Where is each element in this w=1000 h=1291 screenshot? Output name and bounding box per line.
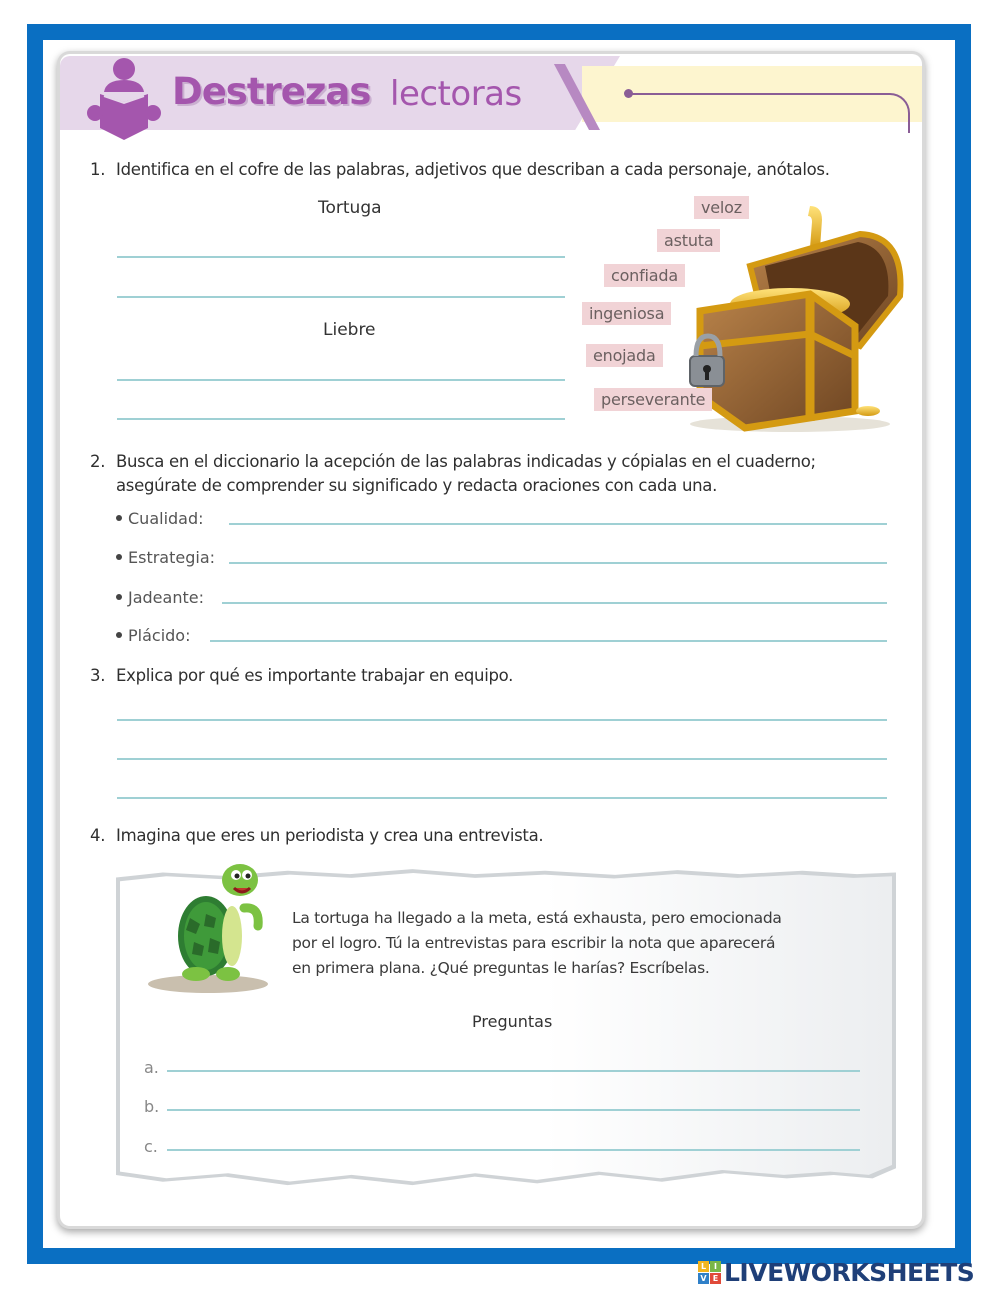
question-2-number: 2. <box>90 452 106 471</box>
bullet-cualidad <box>116 509 204 528</box>
page-title-light: lectoras <box>390 74 522 114</box>
bullet-estrategia <box>116 548 215 567</box>
team-answer-2[interactable] <box>117 738 887 760</box>
header-decorative-dot <box>624 89 633 98</box>
tortuga-answer-1[interactable] <box>117 236 565 258</box>
bullet-dot <box>116 594 122 600</box>
preguntas-title: Preguntas <box>472 1012 553 1031</box>
placido-label: Plácido: <box>128 626 191 645</box>
question-letter-a: a. <box>144 1058 159 1077</box>
liebre-answer-2[interactable] <box>117 398 565 420</box>
bullet-jadeante <box>116 588 204 607</box>
word-tag-confiada[interactable]: confiada <box>604 264 685 287</box>
cualidad-label: Cualidad: <box>128 509 204 528</box>
interview-question-c[interactable] <box>167 1129 860 1151</box>
question-4-text: Imagina que eres un periodista y crea una entrevista. <box>116 826 544 845</box>
team-answer-1[interactable] <box>117 699 887 721</box>
turtle-icon <box>146 858 276 993</box>
liveworksheets-logo[interactable] <box>698 1258 974 1286</box>
question-2-text-line1: Busca en el diccionario la acepción de las palabras indicadas y cópialas en el cuaderno; <box>116 452 816 471</box>
reader-icon <box>86 58 162 142</box>
bullet-dot <box>116 632 122 638</box>
bullet-placido <box>116 626 190 645</box>
interview-question-b[interactable] <box>167 1089 860 1111</box>
placido-field[interactable] <box>210 620 887 642</box>
question-1 <box>90 160 830 179</box>
estrategia-field[interactable] <box>229 542 887 564</box>
logo-block-l: L <box>698 1261 709 1272</box>
story-line-1: La tortuga ha llegado a la meta, está exhausta, pero emocionada <box>292 909 782 927</box>
question-4 <box>90 826 543 845</box>
header-decorative-line <box>628 93 910 133</box>
tortuga-label: Tortuga <box>318 198 382 218</box>
liveworksheets-logo-text: LIVEWORKSHEETS <box>724 1257 975 1287</box>
logo-block-e: E <box>710 1273 721 1284</box>
question-2-line2: asegúrate de comprender su significado y redacta oraciones con cada una. <box>116 476 718 495</box>
jadeante-field[interactable] <box>222 582 887 604</box>
question-1-number: 1. <box>90 160 106 179</box>
question-letter-c: c. <box>144 1137 158 1156</box>
tortuga-answer-2[interactable] <box>117 276 565 298</box>
liveworksheets-logo-blocks <box>698 1261 721 1284</box>
question-1-text: Identifica en el cofre de las palabras, adjetivos que describan a cada personaje, anótalos. <box>116 160 830 179</box>
logo-block-i: I <box>710 1261 721 1272</box>
liebre-label: Liebre <box>323 320 376 340</box>
word-tag-enojada[interactable]: enojada <box>586 344 663 367</box>
word-tag-ingeniosa[interactable]: ingeniosa <box>582 302 671 325</box>
story-line-2: por el logro. Tú la entrevistas para escribir la nota que aparecerá <box>292 934 776 952</box>
estrategia-label: Estrategia: <box>128 548 216 567</box>
interview-question-a[interactable] <box>167 1050 860 1072</box>
interview-story <box>292 906 872 981</box>
question-3-number: 3. <box>90 666 106 685</box>
bullet-dot <box>116 515 122 521</box>
word-tag-astuta[interactable]: astuta <box>657 229 720 252</box>
liebre-answer-1[interactable] <box>117 359 565 381</box>
team-answer-3[interactable] <box>117 777 887 799</box>
question-2 <box>90 452 816 471</box>
question-letter-b: b. <box>144 1097 160 1116</box>
logo-block-v: V <box>698 1273 709 1284</box>
bullet-dot <box>116 554 122 560</box>
word-tag-perseverante[interactable]: perseverante <box>594 388 712 411</box>
jadeante-label: Jadeante: <box>128 588 204 607</box>
story-line-3: en primera plana. ¿Qué preguntas le harías? Escríbelas. <box>292 959 710 977</box>
page-title-bold: Destrezas <box>172 70 371 113</box>
question-4-number: 4. <box>90 826 106 845</box>
word-tag-veloz[interactable]: veloz <box>694 196 749 219</box>
question-3 <box>90 666 513 685</box>
question-3-text: Explica por qué es importante trabajar en equipo. <box>116 666 514 685</box>
cualidad-field[interactable] <box>229 503 887 525</box>
